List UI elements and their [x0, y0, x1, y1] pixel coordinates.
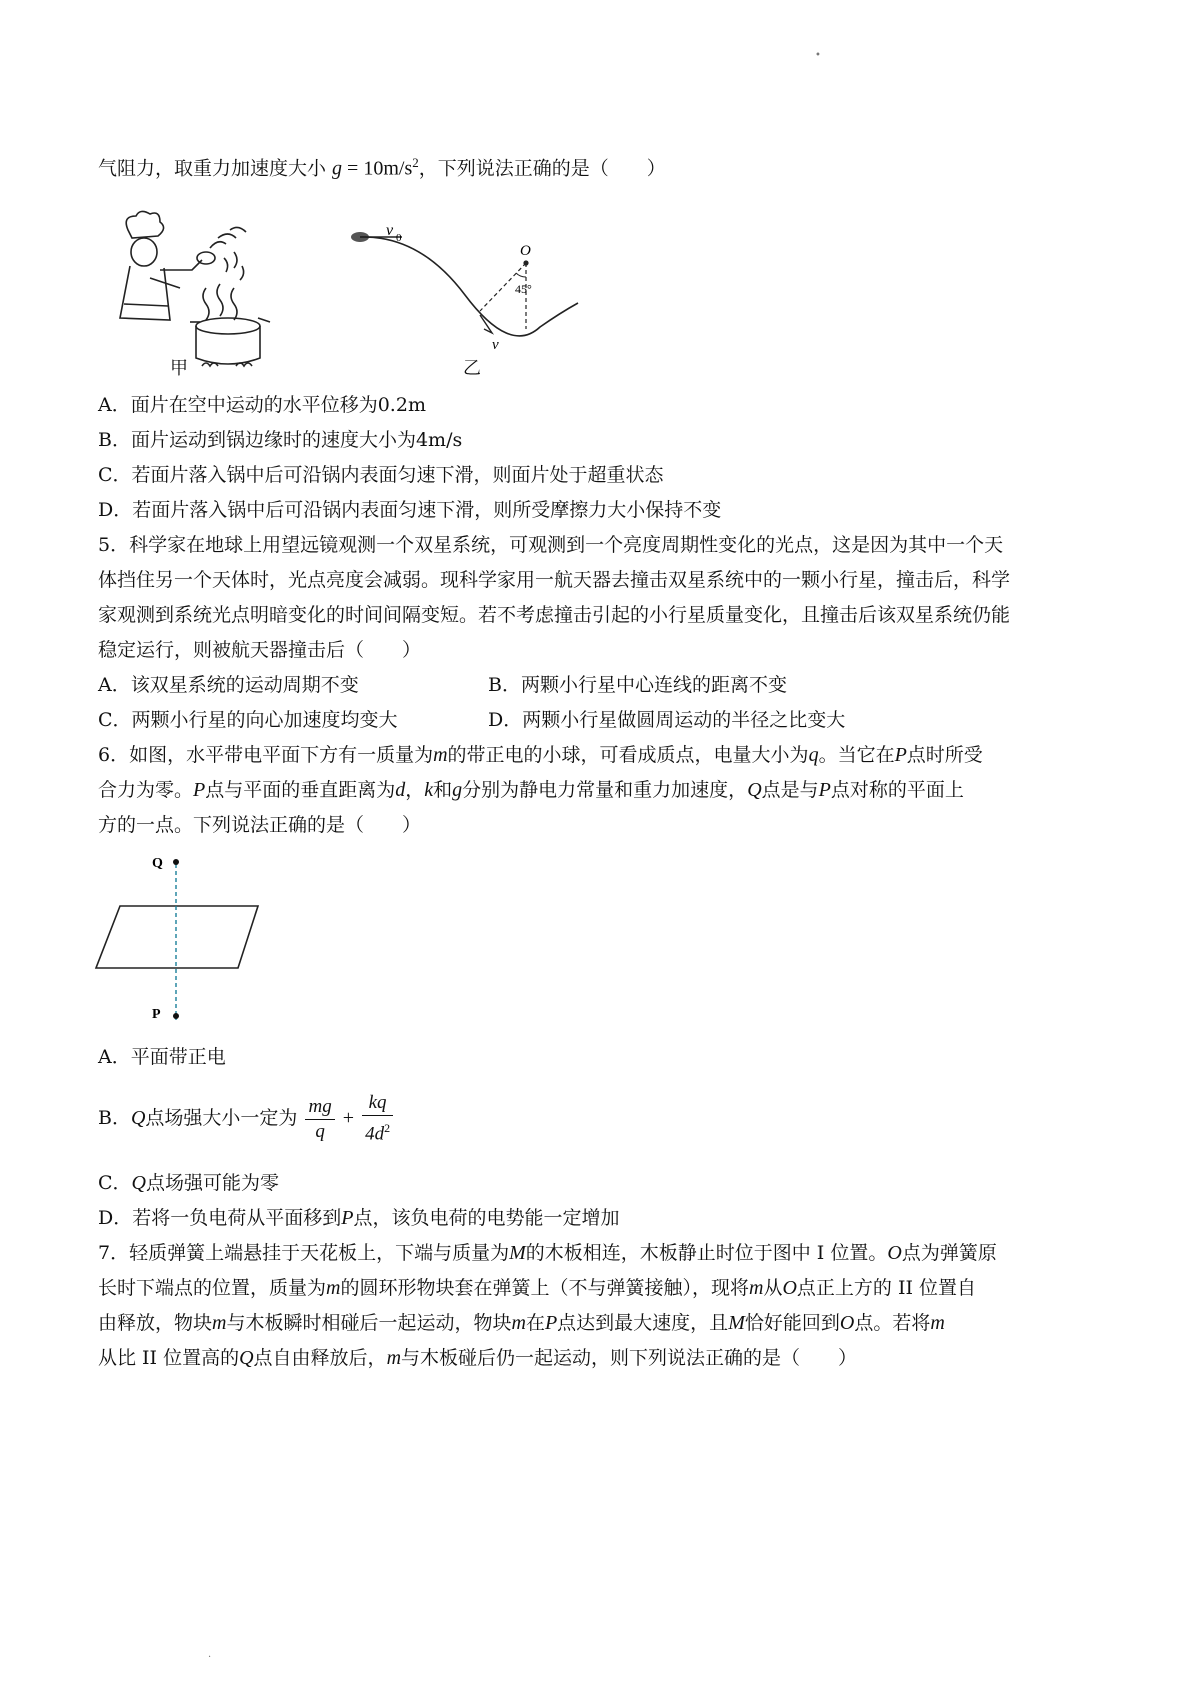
q6-stem-line2: 合力为零。P点与平面的垂直距离为d，k和g分别为静电力常量和重力加速度，Q点是与P点对称的平面上 — [98, 779, 964, 801]
point-q — [173, 859, 179, 865]
q6-stem-line3: 方的一点。下列说法正确的是（ ） — [98, 814, 422, 836]
q5-stem-line2: 体挡住另一个天体时，光点亮度会减弱。现科学家用一航天器去撞击双星系统中的一颗小行星，撞击后，科学 — [98, 569, 1011, 591]
label-v0-sub: 0 — [396, 232, 402, 244]
q7-stem-line4: 从比 II 位置高的Q点自由释放后，m与木板碰后仍一起运动，则下列说法正确的是（ ） — [98, 1347, 858, 1369]
trajectory-curve — [360, 237, 578, 336]
label-o: O — [520, 243, 531, 259]
label-q: Q — [152, 856, 163, 871]
label-p: P — [152, 1007, 161, 1022]
q5-options-row1 — [98, 672, 1108, 698]
q5-stem-line4: 稳定运行，则被航天器撞击后（ ） — [98, 639, 422, 661]
q7-stem-line2: 长时下端点的位置，质量为m的圆环形物块套在弹簧上（不与弹簧接触），现将m从O点正上方的 II 位置自 — [98, 1277, 976, 1299]
q5-option-d: D．两颗小行星做圆周运动的半径之比变大 — [488, 709, 846, 731]
q5-options-row2 — [98, 707, 1108, 733]
label-angle: 45° — [515, 282, 532, 296]
q4-option-b: B．面片运动到锅边缘时的速度大小为4m/s — [98, 429, 463, 451]
q6-option-c: C．Q点场强可能为零 — [98, 1172, 280, 1194]
q6-stem-line1: 6．如图，水平带电平面下方有一质量为m的带正电的小球，可看成质点，电量大小为q。当它在P点时所受 — [98, 744, 983, 766]
q7-stem-line3: 由释放，物块m与木板瞬时相碰后一起运动，物块m在P点达到最大速度，且M恰好能回到O点。若将m — [98, 1312, 945, 1334]
q4-option-c: C．若面片落入锅中后可沿锅内表面匀速下滑，则面片处于超重状态 — [98, 464, 664, 486]
scan-dot: • — [815, 50, 821, 61]
q5-option-c: C．两颗小行星的向心加速度均变大 — [98, 709, 398, 731]
q5-option-a: A．该双星系统的运动周期不变 — [98, 674, 359, 696]
q6-option-a: A．平面带正电 — [98, 1046, 226, 1068]
figure-charged-plane — [90, 850, 280, 1030]
q7-stem-line1: 7．轻质弹簧上端悬挂于天花板上，下端与质量为M的木板相连，木板静止时位于图中 I 位置。O点为弹簧原 — [98, 1242, 997, 1264]
fraction-mg-over-q: $\frac{mg}{q}$ — [305, 1095, 334, 1144]
q5-stem-line3: 家观测到系统光点明暗变化的时间间隔变短。若不考虑撞击引起的小行星质量变化，且撞击后该双星系统仍能 — [98, 604, 1011, 626]
charged-plane — [96, 906, 258, 968]
q4-intro: 气阻力，取重力加速度大小 $g = 10m/s^2$，下列说法正确的是（ ） — [98, 155, 666, 180]
q6-option-b: B．Q点场强大小一定为 $\frac{mg}{q}$ + $\frac{kq}{4d^2}$ — [98, 1090, 1108, 1146]
q6-option-d: D．若将一负电荷从平面移到P点，该负电荷的电势能一定增加 — [98, 1207, 620, 1229]
label-v0: v — [386, 222, 394, 239]
q5-stem-line1: 5．科学家在地球上用望远镜观测一个双星系统，可观测到一个亮度周期性变化的光点，这是因为其中一个天 — [98, 534, 1004, 556]
fraction-kq-over-4d2: $\frac{kq}{4d^2}$ — [362, 1091, 393, 1146]
point-p — [173, 1013, 179, 1019]
figure-yi-label: 乙 — [463, 358, 481, 379]
q4-option-a: A．面片在空中运动的水平位移为0.2m — [98, 394, 426, 416]
q4-option-d: D．若面片落入锅中后可沿锅内表面匀速下滑，则所受摩擦力大小保持不变 — [98, 499, 722, 521]
label-v: v — [492, 337, 499, 353]
figure-jia-label: 甲 — [170, 358, 188, 379]
q5-option-b: B．两颗小行星中心连线的距离不变 — [488, 674, 787, 696]
scan-dot: · — [208, 1652, 212, 1663]
velocity-arrow — [480, 315, 492, 333]
